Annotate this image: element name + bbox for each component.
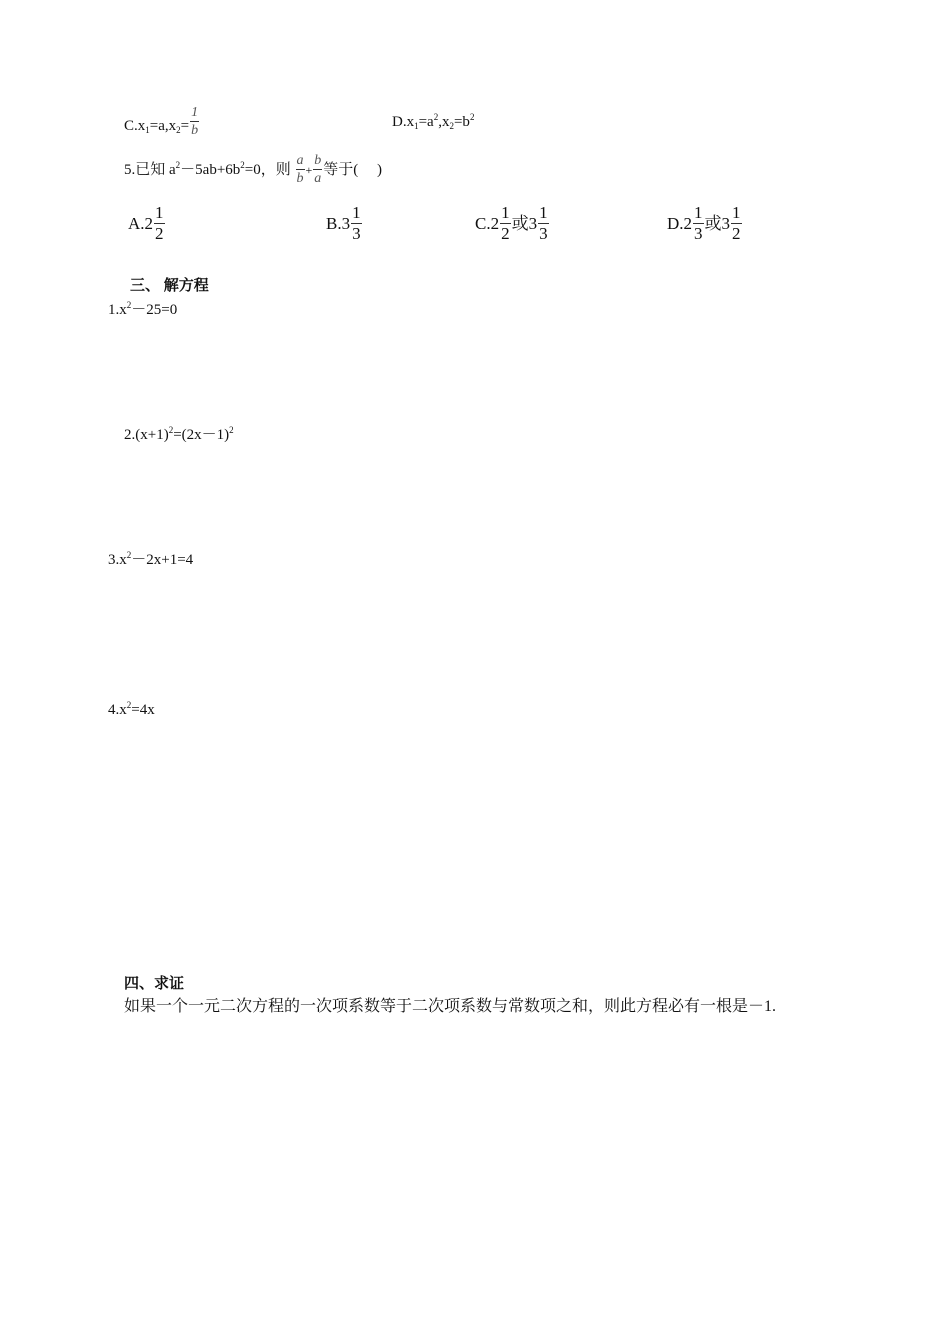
section-4-title: 四、求证 (124, 976, 185, 992)
q4-option-c: $C.x_1=a,x_2=$ $\frac{1}{b}$ (124, 105, 199, 138)
question-5: 5.已知 $a^2-5ab+6b^2=0$，则 $\frac{a}{b}$ + $\frac{b}{a}$ 等于( ) (124, 153, 383, 186)
fraction-a-over-b: $\frac{a}{b}$ (296, 153, 304, 186)
equation-2: $2.(x+1)^2=(2x-1)^2$ (124, 425, 234, 443)
q4-option-d: $D.x_1=a^2,x_2=b^2$ (392, 112, 475, 131)
equation-3: $3.x^2-2x+1=4$ (108, 550, 194, 568)
fraction-1-over-b: $\frac{1}{b}$ (191, 105, 199, 138)
q5-option-d: D.2 $\frac{1}{3}$ 或3 $\frac{1}{2}$ (667, 203, 741, 243)
equation-4: $4.x^2=4x$ (108, 700, 155, 718)
section-3-title: 三、 解方程 (130, 278, 209, 294)
q5-option-a: A.2 $\frac{1}{2}$ (128, 203, 164, 243)
q5-option-c: C.2 $\frac{1}{2}$ 或3 $\frac{1}{3}$ (475, 203, 548, 243)
q5-option-b: B.3 $\frac{1}{3}$ (326, 203, 361, 243)
fraction-b-over-a: $\frac{b}{a}$ (314, 153, 322, 186)
proof-statement: 如果一个一元二次方程的一次项系数等于二次项系数与常数项之和，则此方程必有一根是－1. (124, 998, 777, 1015)
equation-1: $1.x^2-25=0$ (108, 300, 178, 318)
